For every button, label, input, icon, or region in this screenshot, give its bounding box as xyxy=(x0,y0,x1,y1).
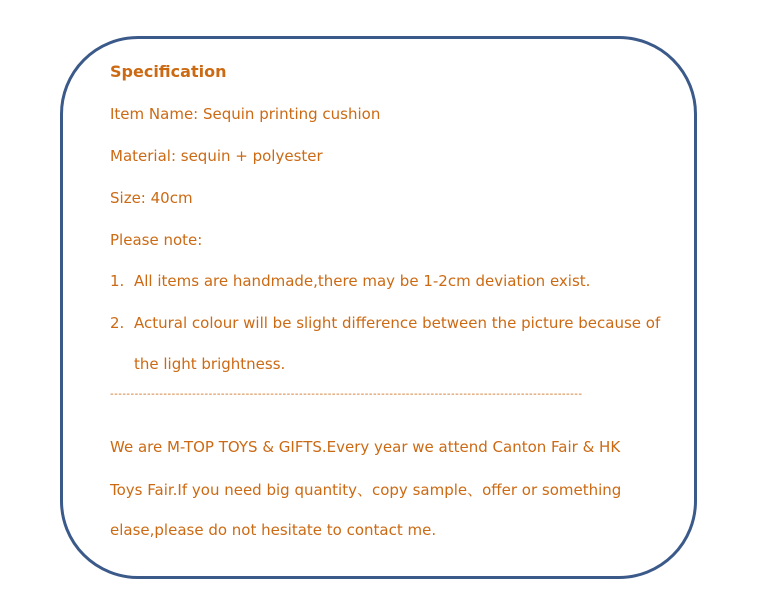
material: Material: sequin + polyester xyxy=(110,147,323,165)
item-name: Item Name: Sequin printing cushion xyxy=(110,105,381,123)
note-text-1: All items are handmade,there may be 1-2cm deviation exist. xyxy=(134,272,591,290)
dashed-separator: ------------------------------------------------------------------------------------------------------------------- xyxy=(110,389,583,400)
company-line-1: We are M-TOP TOYS & GIFTS.Every year we attend Canton Fair & HK xyxy=(110,438,621,456)
note-number-2: 2. xyxy=(110,314,125,332)
size: Size: 40cm xyxy=(110,189,193,207)
company-line-2: Toys Fair.If you need big quantity、copy sample、offer or something xyxy=(110,481,622,499)
company-line-3: elase,please do not hesitate to contact me. xyxy=(110,521,437,539)
note-text-2: Actural colour will be slight difference between the picture because of xyxy=(134,314,661,332)
spec-title: Specification xyxy=(110,62,227,81)
please-note-label: Please note: xyxy=(110,231,203,249)
note-text-2-continued: the light brightness. xyxy=(134,355,286,373)
note-number-1: 1. xyxy=(110,272,125,290)
